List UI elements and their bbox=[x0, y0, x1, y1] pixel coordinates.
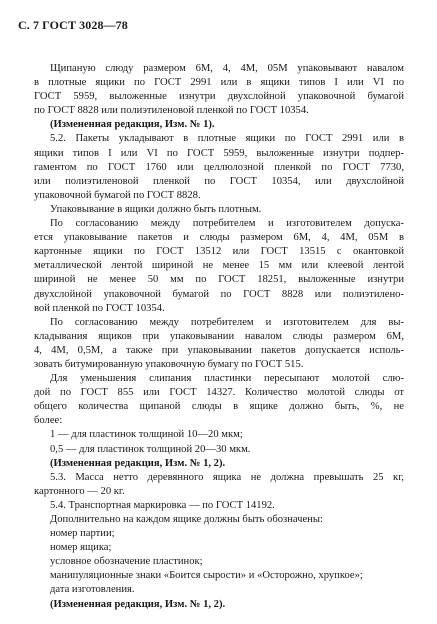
amendment-note: (Измененная редакция, Изм. № 1, 2). bbox=[50, 457, 226, 469]
text-line: или полиэтиленовой пленкой по ГОСТ 10354, или двухслойной bbox=[34, 175, 404, 187]
amendment-note: (Измененная редакция, Изм. № 1, 2). bbox=[50, 598, 226, 610]
text-line: общего количества щипаной слюды в ящике должно быть, %, не bbox=[34, 401, 404, 413]
document-body bbox=[34, 62, 404, 612]
text-line: гаментом по ГОСТ 1760 или целлюлозной пленкой по ГОСТ 7730, bbox=[34, 161, 404, 173]
text-line: Для уменьшения слипания пластинки пересыпают молотой слю- bbox=[50, 373, 404, 385]
text-line: 5.2. Пакеты укладывают в плотные ящики по ГОСТ 2991 или в bbox=[50, 133, 404, 145]
text-line: 5.3. Масса нетто деревянного ящика не должна превышать 25 кг, bbox=[50, 471, 404, 483]
text-line: упаковочной бумагой по ГОСТ 8828. bbox=[34, 189, 201, 201]
list-item: номер партии; bbox=[50, 528, 115, 540]
list-item: дата изготовления. bbox=[50, 584, 135, 596]
text-line: По согласованию между потребителем и изготовителем для вы- bbox=[50, 316, 404, 328]
text-line: ется упаковывание пакетов и слюды размером 6М, 4, 4М, 05М в bbox=[34, 232, 404, 244]
text-line: ГОСТ 5959, выложенные изнутри двухслойной упаковочной бумагой bbox=[34, 91, 404, 103]
list-item: манипуляционные знаки «Боится сырости» и «Осторожно, хрупкое»; bbox=[50, 570, 363, 582]
text-line: зовать битумированную упаковочную бумагу по ГОСТ 515. bbox=[34, 358, 304, 370]
text-line: картонные ящики по ГОСТ 13512 или ГОСТ 13515 с окантовкой bbox=[34, 246, 404, 258]
text-line: Дополнительно на каждом ящике должны быть обозначены: bbox=[50, 514, 323, 525]
text-line: дой по ГОСТ 855 или ГОСТ 14327. Количество молотой слюды от bbox=[34, 387, 404, 399]
text-line: 4, 4М, 0,5М, а также при упаковывании пакетов допускается исполь- bbox=[34, 344, 404, 356]
list-item: условное обозначение пластинок; bbox=[50, 556, 203, 568]
list-item: 0,5 — для пластинок толщиной 20—30 мкм. bbox=[50, 443, 251, 455]
text-line: в плотные ящики по ГОСТ 2991 или в ящики типов I или VI по bbox=[34, 77, 404, 89]
page-header: С. 7 ГОСТ 3028—78 bbox=[18, 18, 128, 32]
text-line: Щипаную слюду размером 6М, 4, 4М, 05М упаковывают навалом bbox=[50, 63, 404, 74]
text-line: Упаковывание в ящики должно быть плотным. bbox=[50, 203, 262, 215]
text-line: вой пленкой по ГОСТ 10354. bbox=[34, 302, 165, 314]
list-item: номер ящика; bbox=[50, 542, 112, 554]
text-line: По согласованию между потребителем и изготовителем допуска- bbox=[50, 218, 404, 230]
text-line: двухслойной упаковочной бумагой по ГОСТ 8828 или полиэтилено- bbox=[34, 288, 404, 300]
text-line: картонного — 20 кг. bbox=[34, 485, 125, 497]
text-line: шириной не менее 50 мм по ГОСТ 18251, выложенные изнутри bbox=[34, 274, 404, 286]
text-line: ящики типов I или VI по ГОСТ 5959, выложенные изнутри подпер- bbox=[34, 147, 404, 159]
text-line: металлической лентой шириной не менее 15 мм или клеевой лентой bbox=[34, 260, 404, 272]
list-item: 1 — для пластинок толщиной 10—20 мкм; bbox=[50, 429, 243, 441]
text-line: кладывания ящиков при упаковывании навалом слюды размером 6М, bbox=[34, 330, 404, 342]
text-line: 5.4. Транспортная маркировка — по ГОСТ 14192. bbox=[50, 499, 275, 511]
amendment-note: (Измененная редакция, Изм. № 1). bbox=[50, 119, 215, 131]
text-line: более: bbox=[34, 415, 63, 427]
text-line: по ГОСТ 8828 или полиэтиленовой пленкой по ГОСТ 10354. bbox=[34, 105, 309, 117]
